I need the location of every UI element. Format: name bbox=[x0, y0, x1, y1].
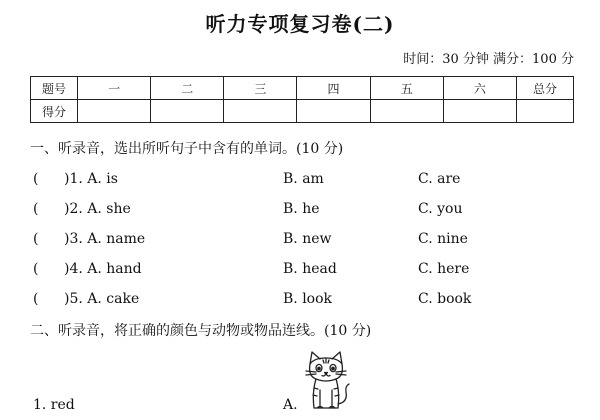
score-table-score-row bbox=[31, 100, 574, 123]
question-1-option-a: )1. A. is bbox=[64, 171, 118, 187]
question-3-option-a: )3. A. name bbox=[64, 231, 146, 247]
section2-heading: 二、听录音，将正确的颜色与动物或物品连线。(10 分) bbox=[30, 323, 372, 339]
match-right-item-a: A. bbox=[283, 397, 298, 413]
answer-paren: ( bbox=[33, 201, 39, 217]
question-4-option-b: B. head bbox=[283, 261, 337, 277]
question-4-option-c: C. here bbox=[418, 261, 470, 277]
question-1-option-c: C. are bbox=[418, 171, 461, 187]
time-and-score-info: 时间：30 分钟 满分：100 分 bbox=[403, 52, 574, 67]
score-cell bbox=[151, 100, 224, 123]
answer-paren: ( bbox=[33, 171, 39, 187]
match-left-item-1: 1. red bbox=[33, 397, 75, 413]
answer-paren: ( bbox=[33, 231, 39, 247]
answer-paren: ( bbox=[33, 261, 39, 277]
question-2-option-b: B. he bbox=[283, 201, 320, 217]
header-cell-label: 题号 bbox=[31, 77, 78, 100]
question-3-option-b: B. new bbox=[283, 231, 332, 247]
question-4-option-a: )4. A. hand bbox=[64, 261, 142, 277]
question-5-option-b: B. look bbox=[283, 291, 333, 307]
score-cell bbox=[297, 100, 370, 123]
header-cell-total: 总分 bbox=[517, 77, 574, 100]
score-cell bbox=[224, 100, 297, 123]
cat-illustration-icon bbox=[300, 350, 352, 412]
header-cell-2: 二 bbox=[151, 77, 224, 100]
question-2-option-a: )2. A. she bbox=[64, 201, 131, 217]
page-title: 听力专项复习卷(二) bbox=[205, 12, 395, 36]
header-cell-5: 五 bbox=[370, 77, 443, 100]
score-table bbox=[30, 76, 574, 123]
section1-heading: 一、听录音，选出所听句子中含有的单词。(10 分) bbox=[30, 141, 344, 157]
question-2-option-c: C. you bbox=[418, 201, 463, 217]
question-5-option-c: C. book bbox=[418, 291, 472, 307]
answer-paren: ( bbox=[33, 291, 39, 307]
score-row-label: 得分 bbox=[31, 100, 78, 123]
score-cell bbox=[443, 100, 516, 123]
header-cell-6: 六 bbox=[443, 77, 516, 100]
header-cell-4: 四 bbox=[297, 77, 370, 100]
score-cell bbox=[78, 100, 151, 123]
question-3-option-c: C. nine bbox=[418, 231, 468, 247]
question-1-option-b: B. am bbox=[283, 171, 324, 187]
score-cell bbox=[517, 100, 574, 123]
header-cell-1: 一 bbox=[78, 77, 151, 100]
score-table-header-row bbox=[31, 77, 574, 100]
score-cell bbox=[370, 100, 443, 123]
header-cell-3: 三 bbox=[224, 77, 297, 100]
question-5-option-a: )5. A. cake bbox=[64, 291, 140, 307]
